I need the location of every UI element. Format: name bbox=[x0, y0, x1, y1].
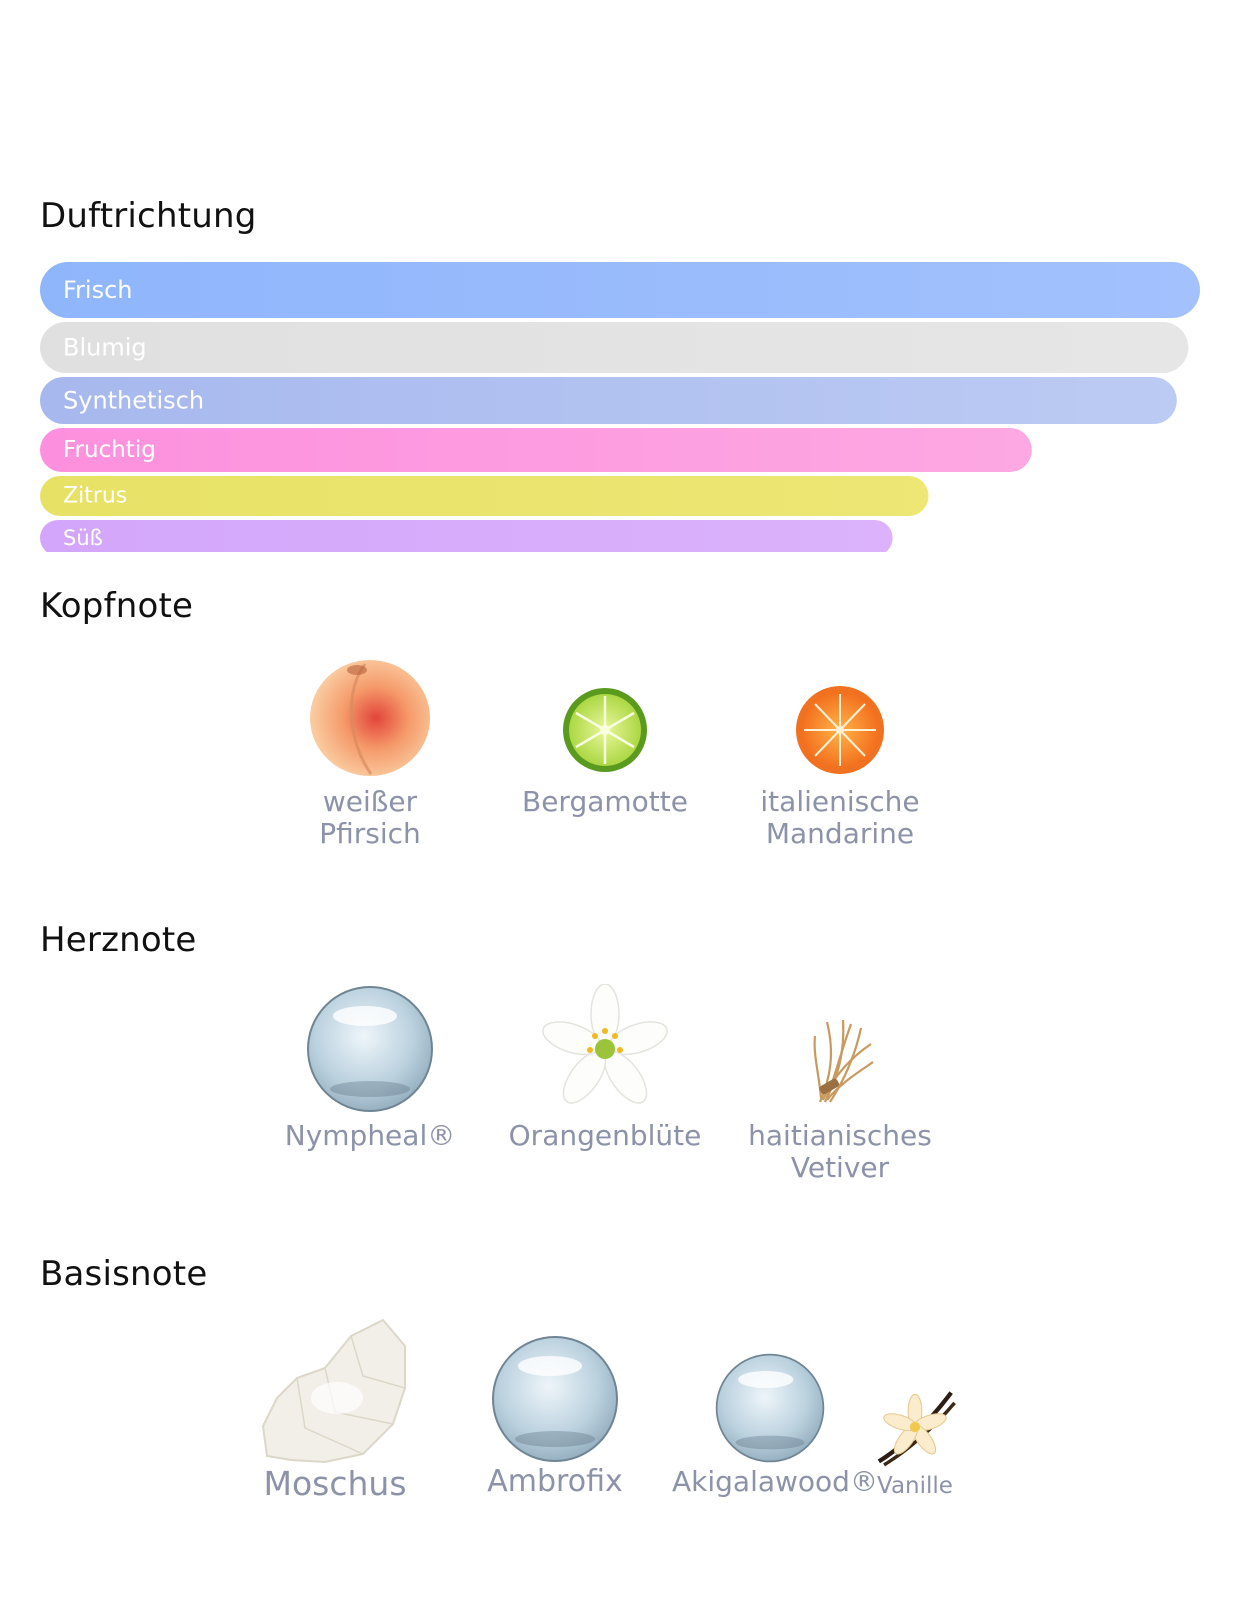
note-label: Bergamotte bbox=[522, 785, 688, 818]
herznote-item-orange-blossom bbox=[505, 984, 705, 1152]
kopfnote-item-bergamot bbox=[520, 650, 690, 818]
orange-blossom-icon bbox=[540, 984, 670, 1114]
note-label: Akigalawood® bbox=[672, 1465, 878, 1498]
note-label: Moschus bbox=[263, 1464, 407, 1503]
basisnote-item-akigalawood bbox=[672, 1352, 878, 1498]
bar-label-blumig: Blumig bbox=[63, 333, 147, 362]
musk-crystal-icon bbox=[255, 1316, 415, 1466]
bar-süß bbox=[40, 520, 893, 552]
basisnote-item-ambrofix bbox=[485, 1334, 625, 1498]
bar-label-zitrus: Zitrus bbox=[63, 483, 128, 509]
bar-frisch bbox=[40, 262, 1200, 318]
bar-label-süß: Süß bbox=[63, 526, 103, 550]
bergamot-icon bbox=[540, 650, 670, 780]
note-label: Ambrofix bbox=[487, 1464, 623, 1499]
water-drop-icon bbox=[490, 1334, 620, 1464]
note-label: Nympheal® bbox=[284, 1119, 456, 1152]
note-label: Orangenblüte bbox=[508, 1119, 702, 1152]
bar-blumig bbox=[40, 322, 1188, 373]
note-label: weißer Pfirsich bbox=[319, 785, 421, 850]
kopfnote-item-peach bbox=[270, 650, 470, 850]
vetiver-root-icon bbox=[775, 984, 905, 1114]
note-label: haitianisches Vetiver bbox=[748, 1119, 932, 1184]
kopfnote-item-mandarin bbox=[745, 650, 935, 850]
bar-synthetisch bbox=[40, 377, 1177, 424]
section-title-basisnote: Basisnote bbox=[40, 1254, 208, 1294]
water-drop-icon bbox=[305, 984, 435, 1114]
bar-label-fruchtig: Fruchtig bbox=[63, 437, 156, 463]
note-label: italienische Mandarine bbox=[760, 785, 920, 850]
water-drop-icon bbox=[714, 1352, 826, 1464]
mandarin-icon bbox=[775, 650, 905, 780]
note-label: Vanille bbox=[877, 1473, 953, 1499]
scent-direction-chart bbox=[40, 262, 1200, 552]
section-title-kopfnote: Kopfnote bbox=[40, 586, 194, 626]
bar-fruchtig bbox=[40, 428, 1032, 472]
bar-zitrus bbox=[40, 476, 929, 516]
basisnote-item-vanille bbox=[870, 1384, 960, 1502]
herznote-item-nympheal bbox=[270, 984, 470, 1152]
herznote-item-vetiver bbox=[740, 984, 940, 1184]
bar-label-frisch: Frisch bbox=[63, 276, 133, 304]
section-title-duftrichtung: Duftrichtung bbox=[40, 196, 257, 236]
vanilla-flower-icon bbox=[872, 1384, 958, 1470]
peach-icon bbox=[305, 650, 435, 780]
bar-label-synthetisch: Synthetisch bbox=[63, 386, 205, 415]
basisnote-item-moschus bbox=[255, 1316, 415, 1503]
section-title-herznote: Herznote bbox=[40, 920, 197, 960]
